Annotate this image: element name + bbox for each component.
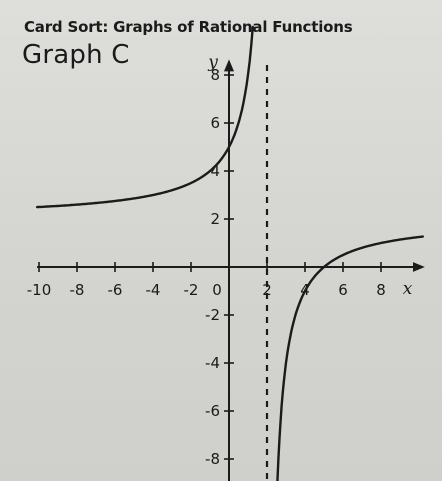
y-tick-label: -4 (205, 354, 220, 372)
x-tick-label: 6 (338, 281, 348, 299)
y-tick-label: 4 (210, 162, 220, 180)
y-tick-label: 6 (210, 114, 220, 132)
y-tick-label: 8 (210, 66, 220, 84)
graph-label: Graph C (22, 40, 130, 70)
y-tick-label: -6 (205, 402, 220, 420)
x-tick-label: -6 (107, 281, 123, 299)
x-tick-label: -10 (26, 281, 52, 299)
x-tick-label: 8 (376, 281, 386, 299)
x-tick-label: 2 (262, 281, 272, 299)
y-axis-label: y (208, 52, 218, 73)
x-tick-label: -2 (183, 281, 199, 299)
card-title: Card Sort: Graphs of Rational Functions (24, 18, 353, 36)
y-tick-label: -2 (205, 306, 220, 324)
x-tick-label: -8 (69, 281, 85, 299)
y-tick-label: 2 (210, 210, 220, 228)
curve-right-branch (272, 237, 423, 481)
curve-left-branch (37, 27, 253, 207)
x-axis-label: x (402, 279, 413, 299)
y-tick-label: -8 (205, 450, 220, 468)
x-tick-label: 4 (300, 281, 310, 299)
origin-label: 0 (212, 281, 222, 299)
x-tick-label: -4 (145, 281, 161, 299)
